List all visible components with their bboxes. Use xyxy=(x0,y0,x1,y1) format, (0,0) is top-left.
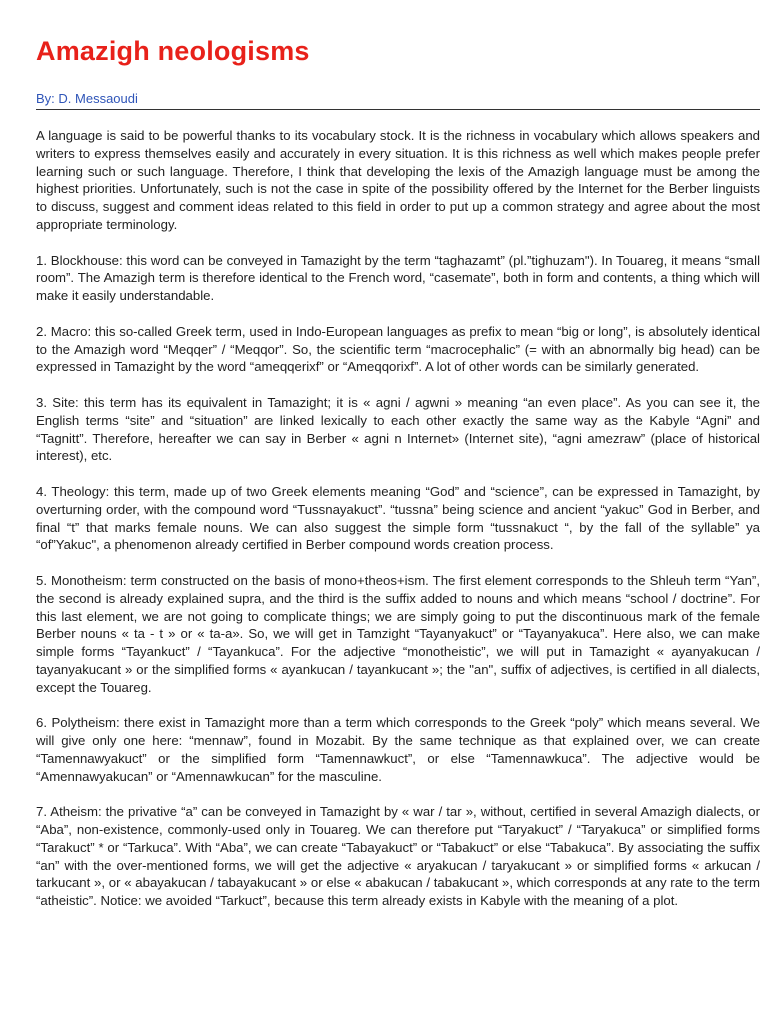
title-divider xyxy=(36,109,760,110)
author-byline: By: D. Messaoudi xyxy=(36,91,138,106)
paragraph-polytheism: 6. Polytheism: there exist in Tamazight more than a term which corresponds to the Greek “poly” which means several. We will give only one here: “mennaw”, found in Mozabit. By the same technique as that explained over, we can create “Tamennawyakuct” or the simplified form “Tamennawkuct”, or else “Tamennawkuca”. The adjective would be “Amennawyakucan” or “Amennawkucan” for the masculine. xyxy=(36,715,760,784)
article-body xyxy=(36,127,760,928)
paragraph-blockhouse: 1. Blockhouse: this word can be conveyed in Tamazight by the term “taghazamt” (pl.”tighuzam"). In Touareg, it means “small room”. The Amazigh term is therefore identical to the French word, “casemate”, both in form and contents, a thing which will make it easily understandable. xyxy=(36,252,760,304)
paragraph-theology: 4. Theology: this term, made up of two Greek elements meaning “God” and “science”, can be expressed in Tamazight, by overturning order, with the compound word “Tussnayakuct”. “tussna” being science and ancient “yakuc” God in Berber, and final “t” that marks female nouns. We can also suggest the simple form “tussnakuct “, by the fall of the syllable” ya “of”Yakuc", a phenomenon already certified in Berber compound words creation process. xyxy=(36,483,760,553)
paragraph-atheism: 7. Atheism: the privative “a” can be conveyed in Tamazight by « war / tar », without, certified in several Amazigh dialects, or “Aba”, non-existence, commonly-used only in Touareg. We can therefore put “Taryakuct” / “Taryakuca” or simplified forms “Tarakuct” * or “Tarkuca”. With “Aba”, we can create “Tabayakuct” or “Tabakuct” or else “Tabakuca”. By associating the suffix “an” with the over-mentioned forms, we will get the adjective « aryakucan / taryakucant » or simplified forms « arkucan / tarkucant », or « abayakucan / tabayakucant » or else « abakucan / tabakucant », which corresponds at any rate to the term “atheistic”. Notice: we avoided “Tarkuct”, because this term already exists in Kabyle with the meaning of a plot. xyxy=(36,804,760,909)
paragraph-intro: A language is said to be powerful thanks to its vocabulary stock. It is the richness in vocabulary which allows speakers and writers to express themselves easily and accurately in every situation. It is this richness as well which makes people prefer learning such or such language. Therefore, I think that developing the lexis of the Amazigh language must be among the highest priorities. Unfortunately, such is not the case in spite of the possibility offered by the Internet for the Berber linguists to discuss, suggest and comment ideas related to this field in order to put up a common strategy and agree about the most appropriate terminology. xyxy=(36,128,760,232)
paragraph-monotheism: 5. Monotheism: term constructed on the basis of mono+theos+ism. The first element corresponds to the Shleuh term “Yan”, the second is already explained supra, and the third is the suffix added to nouns and which means “school / doctrine”. For this last element, we are not going to complicate things; we are simply going to put the discontinuous mark of the female Berber nouns « ta - t » or « ta-a». So, we will get in Tamzight “Tayanyakuct” or “Tayanyakuca”. Here also, we can make simple forms “Tayankuct” / “Tayankuca”. For the adjective “monotheistic”, we will put in Tamazight « ayanyakucan / tayanyakucant » or the simplified forms « ayankucan / tayankucant »; the "an", suffix of adjectives, is certified in all dialects, except the Touareg. xyxy=(36,572,760,695)
paragraph-site: 3. Site: this term has its equivalent in Tamazight; it is « agni / agwni » meaning “an even place”. As you can see it, the English terms “site” and “situation” are linked lexically to each other exactly the same way as the Kabyle “Agni” and “Tagnitt”. Therefore, hereafter we can say in Berber « agni n Internet» (Internet site), “agni amezraw” (place of historical interest), etc. xyxy=(36,394,760,464)
article-title: Amazigh neologisms xyxy=(36,36,310,66)
paragraph-macro: 2. Macro: this so-called Greek term, used in Indo-European languages as prefix to mean “big or long”, is absolutely identical to the Amazigh word “Meqqer” / “Meqqor”. So, the scientific term “macrocephalic” (= with an abnormally big head) can be expressed in Tamazight by the word “ameqqerixf” or “Ameqqorixf”. A lot of other words can be similarly generated. xyxy=(36,323,760,375)
